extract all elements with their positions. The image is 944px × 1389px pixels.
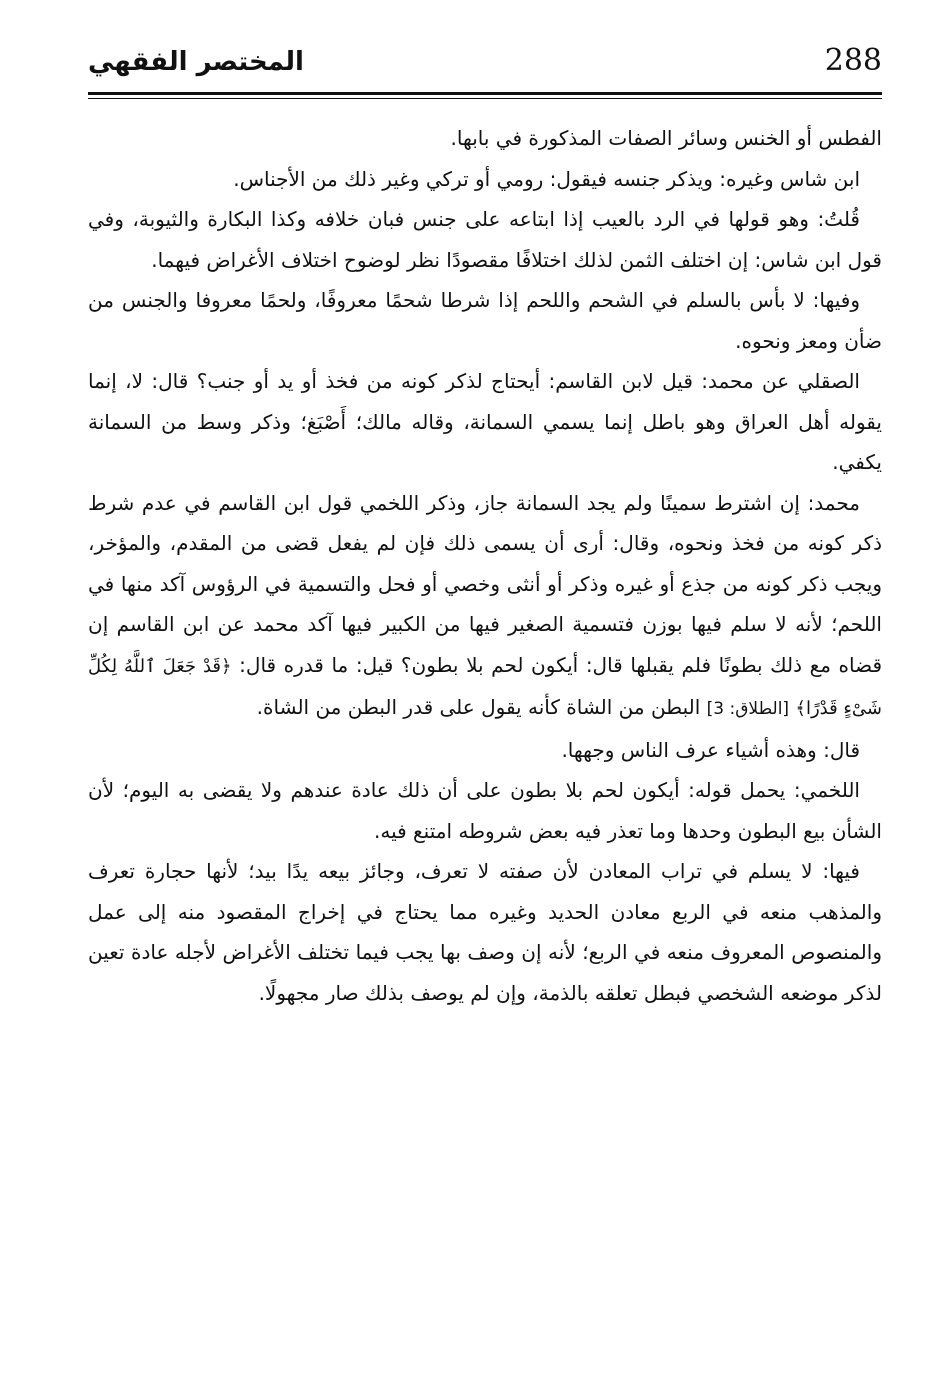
paragraph-1: الفطس أو الخنس وسائر الصفات المذكورة في بابها.: [450, 126, 882, 150]
paragraph-9: فيها: لا يسلم في تراب المعادن لأن صفته لا تعرف، وجائز بيعه يدًا بيد؛ لأنها حجارة تعرف والمذهب منعه في الربع معادن الحديد وغيره مما يحتاج في إخراج المقصود منه إلى عمل والمنصوص المعروف منعه في الربع؛ لأنه إن وصف بها يجب فيما تختلف الأغراض لأجله عادة تعين لذكر موضعه الشخصي فبطل تعلقه بالذمة، وإن لم يوصف بذلك صار مجهولًا.: [88, 859, 882, 1005]
running-title: المختصر الفقهي: [88, 47, 304, 77]
paragraph-6-continuation: البطن من الشاة كأنه يقول على قدر البطن من الشاة.: [256, 695, 701, 719]
paragraph-5: الصقلي عن محمد: قيل لابن القاسم: أيحتاج لذكر كونه من فخذ أو يد أو جنب؟ قال: لا، إنما يقوله أهل العراق وهو باطل إنما يسمي السمانة، وقاله مالك؛ أَصْبَغ؛ وذكر وسط من السمانة يكفي.: [88, 369, 882, 474]
paragraph-6-text: محمد: إن اشترط سمينًا ولم يجد السمانة جاز، وذكر اللخمي قول ابن القاسم في عدم شرط ذكر كونه من فخذ ونحوه، وقال: أرى أن يسمى ذلك فإن لم يفعل قضى من المقدم، والمؤخر، ويجب ذكر كونه من جذع أو غيره وذكر أو أنثى وخصي أو فحل والتسمية في الرؤوس آكد منها في اللحم؛ لأنه لا سلم فيها بوزن فتسمية الصغير فيها من الكبير فيها آكد محمد عن ابن القاسم إن قضاه مع ذلك بطونًا فلم يقبلها قال: أيكون لحم بلا بطون؟ قيل: ما قدره قال:: [88, 490, 883, 677]
header-rule-thick: [88, 92, 882, 95]
body-text: [88, 118, 882, 1013]
paragraph-8: اللخمي: يحمل قوله: أيكون لحم بلا بطون على أن ذلك عادة عندهم ولا يقضى به اليوم؛ لأن الشأن بيع البطون وحدها وما تعذر فيه بعض شروطه امتنع فيه.: [88, 778, 882, 843]
quran-reference: [الطلاق: 3]: [706, 699, 790, 719]
paragraph-2: ابن شاس وغيره: ويذكر جنسه فيقول: رومي أو تركي وغير ذلك من الأجناس.: [233, 166, 860, 191]
page-header: [88, 40, 882, 92]
header-rule-thin: [88, 98, 882, 99]
page-number: 288: [824, 43, 882, 78]
quran-quote: ﴿قَدْ جَعَلَ ٱللَّهُ لِكُلِّ شَىْءٍ قَدْرًا﴾: [88, 655, 882, 719]
paragraph-6-with-quote: [88, 483, 882, 730]
paragraph-3: قُلتُ: وهو قولها في الرد بالعيب إذا ابتاعه على جنس فبان خلافه وكذا البكارة والثيوبة، وفي قول ابن شاس: إن اختلف الثمن لذلك اختلافًا مقصودًا نظر لوضوح اختلاف الأغراض فيهما.: [88, 207, 882, 272]
paragraph-4: وفيها: لا بأس بالسلم في الشحم واللحم إذا شرطا شحمًا معروفًا، ولحمًا معروفا والجنس من ضأن ومعز ونحوه.: [88, 288, 882, 353]
paragraph-7: قال: وهذه أشياء عرف الناس وجهها.: [561, 737, 860, 762]
